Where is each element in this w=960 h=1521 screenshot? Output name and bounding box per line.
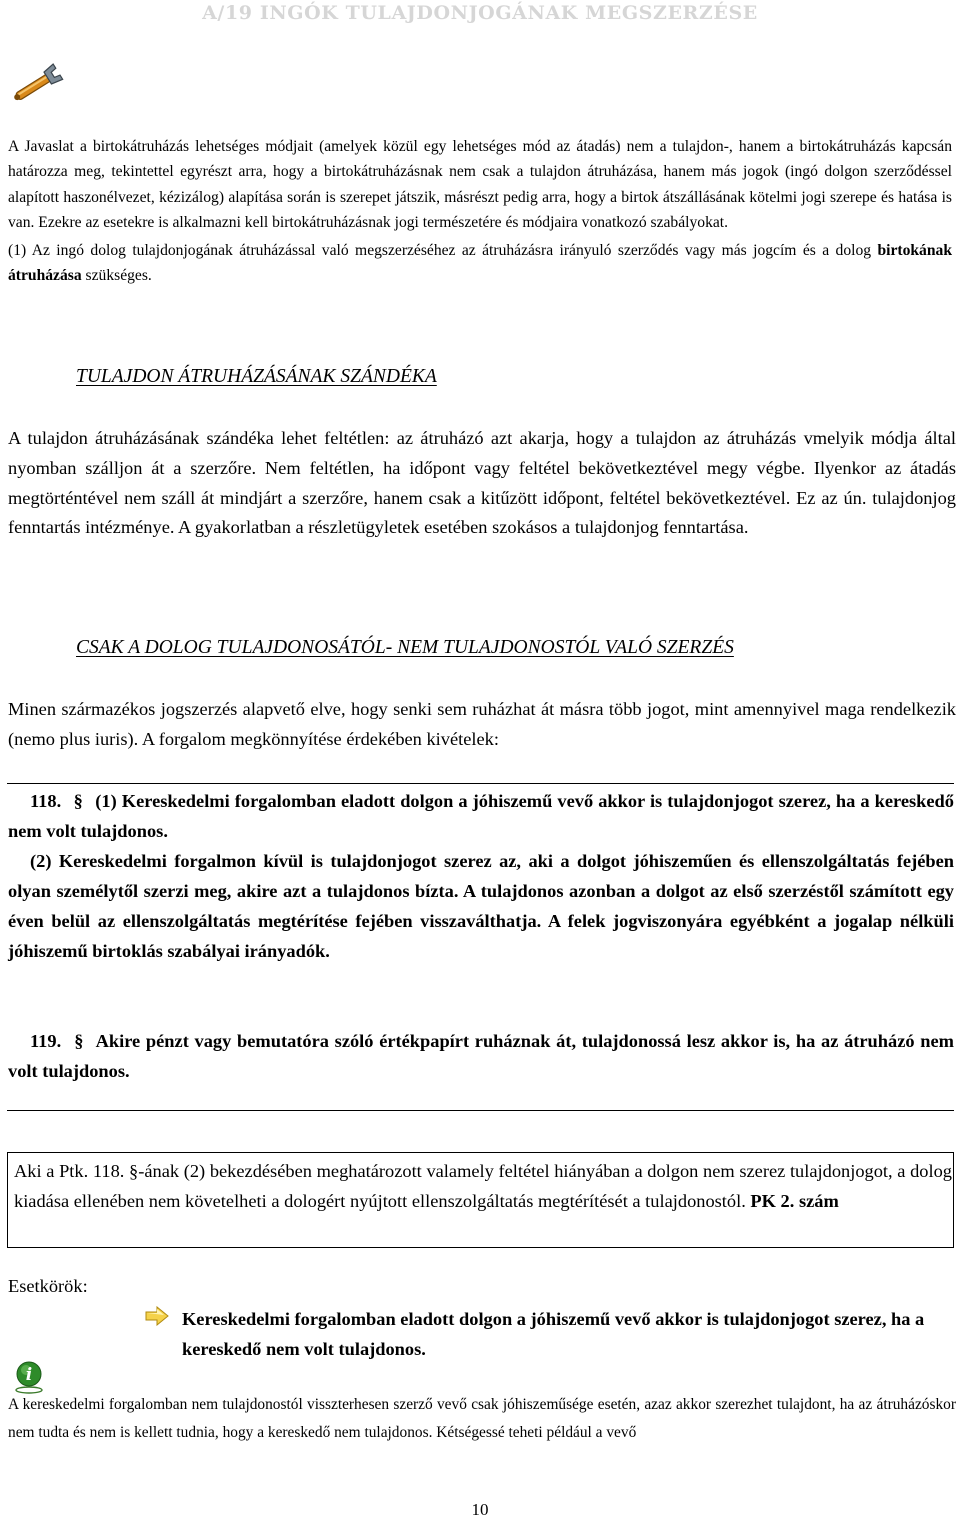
page-header-title: A/19 INGÓK TULAJDONJOGÁNAK MEGSZERZÉSE [202,2,758,24]
law-118-subsection-2: (2) Kereskedelmi forgalmon kívül is tulajdonjogot szerez az, aki a dolgot jóhiszeműen és ellenszolgáltatás fejében olyan személytől szerzi meg, akire azt a tulajdonos bízta. A tulajdonos azonban a dolgot az első szerzéstől számított egy éven belül az ellenszolgáltatás megtérítése fejében visszaválthatja. A felek jogviszonyára egyébként a jogalap nélküli jóhiszemű birtoklás szabályai irányadók. [8,851,954,961]
page-number: 10 [471,1500,489,1519]
cases-label: Esetkörök: [8,1276,88,1296]
note-reference: PK 2. szám [750,1191,839,1211]
intro-text [8,134,952,288]
law-119-text: Akire pénzt vagy bemutatóra szóló értékpapírt ruháznak át, tulajdonossá lesz akkor is, ha az átruházó nem volt tulajdonos. [8,1031,954,1081]
section-text-acquisition [8,695,956,755]
wrench-icon [6,62,64,110]
section-sign-119: § [74,1031,84,1051]
intro-paragraph-2-bold: birtokának átruházása [8,241,952,285]
intro-paragraph-2 [8,238,952,289]
section-sign-118: § [73,791,83,811]
law-118-subsection-1: (1) Kereskedelmi forgalomban eladott dolgon a jóhiszemű vevő akkor is tulajdonjogot szerez, ha a kereskedő nem volt tulajdonos. [8,791,954,841]
law-118-number: 118. [30,791,62,811]
section-heading-intent: TULAJDON ÁTRUHÁZÁSÁNAK SZÁNDÉKA [76,366,437,387]
section-acquisition-paragraph: Minen származékos jogszerzés alapvető elve, hogy senki sem ruházhat át másra több jogot, mint amennyivel maga rendelkezik (nemo plus iuris). A forgalom megkönnyítése érdekében kivételek: [8,699,956,749]
law-paragraph-118 [8,786,954,966]
law-paragraph-119 [8,1026,954,1086]
law-119-number: 119. [30,1031,62,1051]
note-text: Aki a Ptk. 118. §-ának (2) bekezdésében meghatározott valamely feltétel hiányában a dolgon nem szerez tulajdonjogot, a dolog kiadása ellenében nem követelheti a dologért nyújtott ellenszolgáltatás megtérítését a tulajdonostól. [14,1161,952,1211]
intro-paragraph-2-end: szükséges. [81,267,152,285]
bullet-arrow-icon [144,1306,170,1326]
cases-bullet-item: Kereskedelmi forgalomban eladott dolgon a jóhiszemű vevő akkor is tulajdonjogot szerez, ha a kereskedő nem volt tulajdonos. [182,1309,925,1359]
section-text-intent [8,424,956,543]
intro-paragraph-2-text: (1) Az ingó dolog tulajdonjogának átruházással való megszerzéséhez az átruházásra irányuló szerződés vagy más jogcím és a dolog [8,241,878,259]
note-box-text [14,1156,952,1216]
section-intent-paragraph: A tulajdon átruházásának szándéka lehet feltétlen: az átruházó azt akarja, hogy a tulajdon az átruházás vmelyik módja által nyomban szálljon át a szerzőre. Nem feltétlen, ha időpont vagy feltétel bekövetkeztével megy végbe. Ilyenkor az átadás megtörténtével nem száll át mindjárt a szerzőre, hanem csak a kitűzött időpont, feltétel bekövetkeztével. Ez az ún. tulajdonjog fenntartás intézménye. A gyakorlatban a részletügyletek esetében szokásos a tulajdonjog fenntartása. [8,428,956,538]
section-heading-acquisition: CSAK A DOLOG TULAJDONOSÁTÓL- NEM TULAJDONOSTÓL VALÓ SZERZÉS [76,637,734,658]
intro-paragraph-1: A Javaslat a birtokátruházás lehetséges módjait (amelyek közül egy lehetséges mód az átadás) nem a tulajdon-, hanem a birtokátruházás kapcsán határozza meg, tekintettel egyrészt arra, hogy a birtokátruházásnak nem csak a tulajdon átruházása, hanem más jogok (ingó dolgon szerződéssel alapított haszonélvezet, kézizálog) alapítása során is szerepet játszik, másrészt pedig arra, hogy a birtok átszállásának kötelmi jogi szerepe és hatása is van. Ezekre az esetekre is alkalmazni kell birtokátruházásnak jogi természetére és módjaira vonatkozó szabályokat. [8,138,952,232]
info-icon [14,1360,44,1394]
info-text: A kereskedelmi forgalomban nem tulajdonostól visszterhesen szerző vevő csak jóhiszeműsége esetén, azaz akkor szerezhet tulajdont, ha az átruházóskor nem tudta és nem is kellett tudnia, hogy a kereskedő nem tulajdonos. Kétségessé teheti például a vevő [8,1396,956,1441]
svg-text:i: i [25,1365,33,1385]
